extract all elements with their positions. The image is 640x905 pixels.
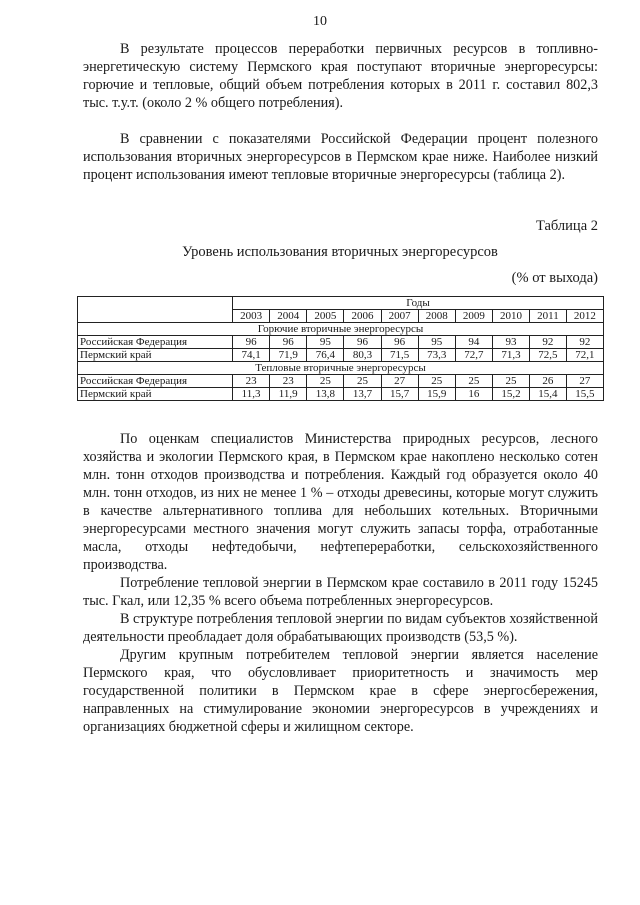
paragraph: В сравнении с показателями Российской Федерации процент полезного использования вторичных энергоресурсов в Пермском крае ниже. Наиболее низкий процент использования имеют тепловые вторичные энергоресурсы (таблица 2).: [83, 131, 598, 183]
value-cell: 16: [455, 388, 492, 401]
value-cell: 15,4: [530, 388, 567, 401]
table-row: [78, 336, 604, 349]
table-label: Таблица 2: [535, 218, 598, 234]
comparison-text: [83, 130, 598, 184]
value-cell: 15,7: [381, 388, 418, 401]
page-number: 10: [313, 14, 327, 29]
value-cell: 94: [455, 336, 492, 349]
value-cell: 96: [233, 336, 270, 349]
value-cell: 72,5: [530, 349, 567, 362]
value-cell: 73,3: [418, 349, 455, 362]
value-cell: 25: [307, 375, 344, 388]
table-unit: (% от выхода): [511, 270, 598, 286]
row-label: Пермский край: [78, 388, 233, 401]
value-cell: 25: [344, 375, 381, 388]
value-cell: 96: [381, 336, 418, 349]
value-cell: 72,1: [566, 349, 603, 362]
data-table: [77, 296, 604, 401]
table-row: [78, 388, 604, 401]
value-cell: 25: [418, 375, 455, 388]
value-cell: 93: [492, 336, 529, 349]
row-label: Российская Федерация: [78, 375, 233, 388]
value-cell: 95: [418, 336, 455, 349]
table-header-row: [78, 297, 604, 310]
empty-header-cell: [78, 297, 233, 310]
value-cell: 15,9: [418, 388, 455, 401]
year-cell: 2005: [307, 310, 344, 323]
year-cell: 2009: [455, 310, 492, 323]
table-title: Уровень использования вторичных энергоресурсов: [182, 244, 498, 260]
body-text: [83, 430, 598, 736]
years-row: [78, 310, 604, 323]
row-label: Российская Федерация: [78, 336, 233, 349]
year-cell: 2012: [566, 310, 603, 323]
value-cell: 92: [566, 336, 603, 349]
table-row: [78, 375, 604, 388]
paragraph: В структуре потребления тепловой энергии по видам субъектов хозяйственной деятельности преобладает доля обрабатывающих производств (53,5 %).: [83, 611, 598, 645]
paragraph: Другим крупным потребителем тепловой энергии является население Пермского края, что обусловливает приоритетность и значимость мер государственной политики в Пермском крае в сфере энергосбережения, направленных на стимулирование экономии энергоресурсов в учреждениях и организациях бюджетной сферы и жилищном секторе.: [83, 647, 598, 735]
year-cell: 2007: [381, 310, 418, 323]
value-cell: 95: [307, 336, 344, 349]
paragraph: В результате процессов переработки первичных ресурсов в топливно-энергетическую систему Пермского края поступают вторичные энергоресурсы: горючие и тепловые, общий объем потребления которых в 2011 г. составил 802,3 тыс. т.у.т. (около 2 % общего потребления).: [83, 41, 598, 111]
intro-text: [83, 40, 598, 112]
value-cell: 27: [566, 375, 603, 388]
value-cell: 13,8: [307, 388, 344, 401]
value-cell: 23: [233, 375, 270, 388]
value-cell: 13,7: [344, 388, 381, 401]
section-title: Тепловые вторичные энергоресурсы: [78, 362, 604, 375]
section-title: Горючие вторичные энергоресурсы: [78, 323, 604, 336]
year-cell: 2010: [492, 310, 529, 323]
value-cell: 27: [381, 375, 418, 388]
paragraph: По оценкам специалистов Министерства природных ресурсов, лесного хозяйства и экологии Пермского края, в Пермском крае накоплено несколько сотен млн. тонн отходов производства и потребления. Каждый год образуется около 40 млн. тонн отходов, из них не менее 1 % – отходы древесины, которые могут служить в качестве альтернативного топлива для небольших котельных. Вторичными энергоресурсами местного значения могут служить запасы торфа, отработанные масла, отходы нефтедобычи, нефтепереработки, сельскохозяйственного производства.: [83, 431, 598, 573]
paragraph: Потребление тепловой энергии в Пермском крае составило в 2011 году 15245 тыс. Гкал, или 12,35 % всего объема потребленных энергоресурсов.: [83, 575, 598, 609]
value-cell: 26: [530, 375, 567, 388]
row-label: Пермский край: [78, 349, 233, 362]
value-cell: 71,3: [492, 349, 529, 362]
value-cell: 15,2: [492, 388, 529, 401]
section-row: [78, 323, 604, 336]
empty-header-cell: [78, 310, 233, 323]
section-row: [78, 362, 604, 375]
year-cell: 2008: [418, 310, 455, 323]
value-cell: 80,3: [344, 349, 381, 362]
value-cell: 11,3: [233, 388, 270, 401]
table-row: [78, 349, 604, 362]
value-cell: 15,5: [566, 388, 603, 401]
year-cell: 2004: [270, 310, 307, 323]
value-cell: 71,9: [270, 349, 307, 362]
value-cell: 76,4: [307, 349, 344, 362]
year-cell: 2011: [530, 310, 567, 323]
value-cell: 25: [455, 375, 492, 388]
value-cell: 11,9: [270, 388, 307, 401]
value-cell: 23: [270, 375, 307, 388]
year-cell: 2003: [233, 310, 270, 323]
value-cell: 74,1: [233, 349, 270, 362]
value-cell: 25: [492, 375, 529, 388]
value-cell: 96: [270, 336, 307, 349]
value-cell: 72,7: [455, 349, 492, 362]
years-header: Годы: [233, 297, 604, 310]
value-cell: 96: [344, 336, 381, 349]
year-cell: 2006: [344, 310, 381, 323]
value-cell: 71,5: [381, 349, 418, 362]
value-cell: 92: [530, 336, 567, 349]
